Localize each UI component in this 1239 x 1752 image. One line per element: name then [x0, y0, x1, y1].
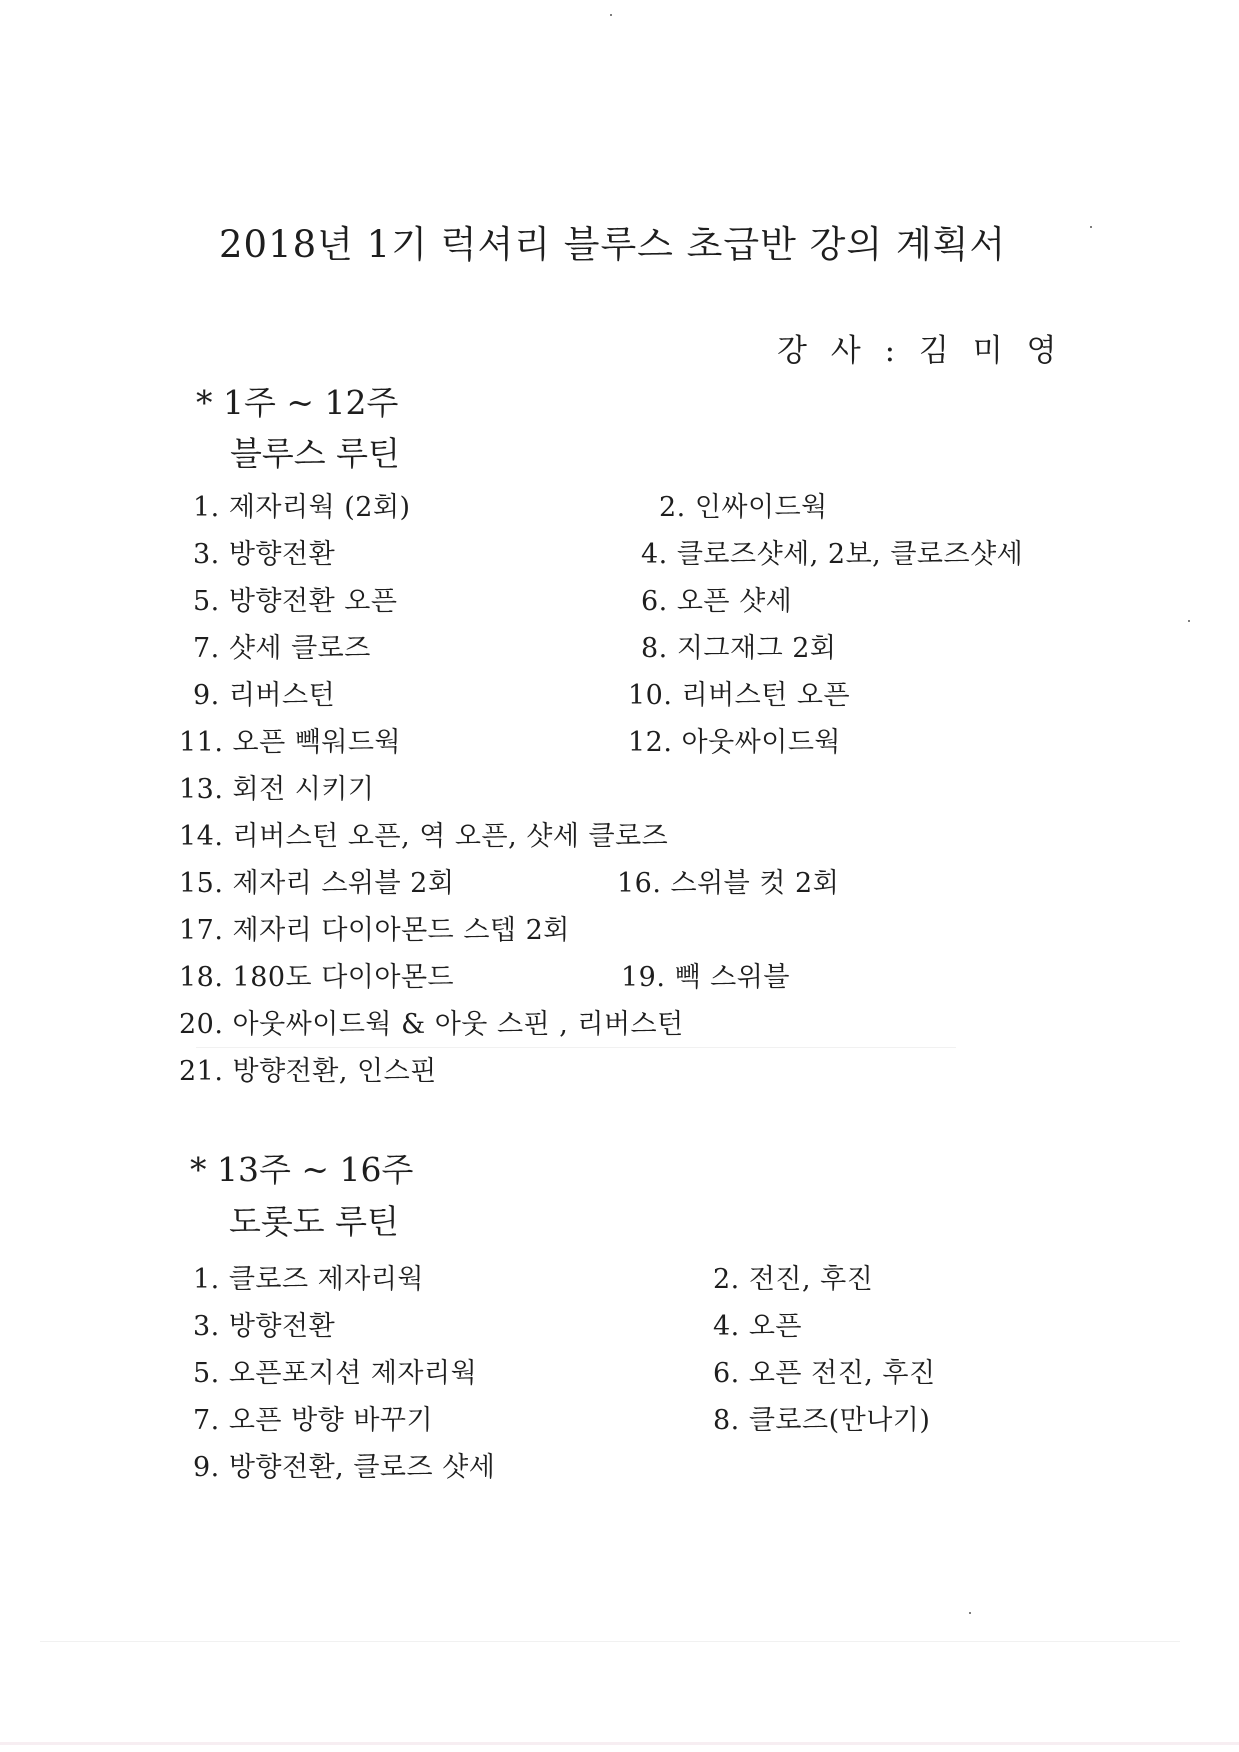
scan-speck	[1188, 620, 1190, 622]
list-item: 7. 오픈 방향 바꾸기	[193, 1405, 434, 1436]
list-item: 3. 방향전환	[193, 1311, 336, 1342]
list-item: 9. 방향전환, 클로즈 샷세	[193, 1452, 496, 1483]
section-routine-blues: 블루스 루틴	[230, 434, 400, 473]
list-item: 4. 클로즈샷세, 2보, 클로즈샷세	[641, 539, 1024, 570]
list-item: 6. 오픈 샷세	[641, 586, 793, 617]
list-item: 5. 방향전환 오픈	[193, 586, 398, 617]
list-item: 8. 클로즈(만나기)	[713, 1405, 931, 1436]
list-item: 18. 180도 다이아몬드	[179, 962, 455, 993]
list-item: 1. 클로즈 제자리웍	[193, 1264, 424, 1295]
list-item: 13. 회전 시키기	[179, 774, 375, 805]
list-item: 15. 제자리 스위블 2회	[179, 868, 455, 899]
instructor-name: 강 사 : 김 미 영	[777, 333, 1057, 369]
list-item: 12. 아웃싸이드웍	[628, 727, 842, 758]
list-item: 2. 인싸이드웍	[659, 492, 828, 523]
list-item: 7. 샷세 클로즈	[193, 633, 371, 664]
list-item: 9. 리버스턴	[193, 680, 336, 711]
scan-line	[0, 1742, 1239, 1745]
list-item: 14. 리버스턴 오픈, 역 오픈, 샷세 클로즈	[179, 821, 669, 852]
list-item: 4. 오픈	[713, 1311, 803, 1342]
list-item: 8. 지그재그 2회	[641, 633, 837, 664]
list-item: 5. 오픈포지션 제자리웍	[193, 1358, 478, 1389]
list-item: 21. 방향전환, 인스핀	[179, 1056, 437, 1087]
scan-speck	[1090, 226, 1092, 228]
list-item: 6. 오픈 전진, 후진	[713, 1358, 936, 1389]
list-item: 1. 제자리웍 (2회)	[193, 492, 411, 523]
list-item: 3. 방향전환	[193, 539, 336, 570]
section-header-weeks-13-16: * 13주 ~ 16주	[190, 1150, 414, 1189]
scan-line	[40, 1641, 1180, 1642]
scan-line	[196, 1047, 956, 1048]
list-item: 11. 오픈 빽워드웍	[179, 727, 402, 758]
list-item: 17. 제자리 다이아몬드 스텝 2회	[179, 915, 570, 946]
section-header-weeks-1-12: * 1주 ~ 12주	[196, 383, 399, 422]
list-item: 20. 아웃싸이드웍 & 아웃 스핀 , 리버스턴	[179, 1009, 684, 1040]
list-item: 19. 빽 스위블	[621, 962, 790, 993]
list-item: 16. 스위블 컷 2회	[617, 868, 840, 899]
scan-speck	[610, 14, 612, 16]
list-item: 10. 리버스턴 오픈	[628, 680, 851, 711]
list-item: 2. 전진, 후진	[713, 1264, 874, 1295]
scan-speck	[969, 1612, 971, 1614]
section-routine-trot: 도롯도 루틴	[229, 1202, 399, 1241]
document-title: 2018년 1기 럭셔리 블루스 초급반 강의 계획서	[219, 223, 1007, 266]
